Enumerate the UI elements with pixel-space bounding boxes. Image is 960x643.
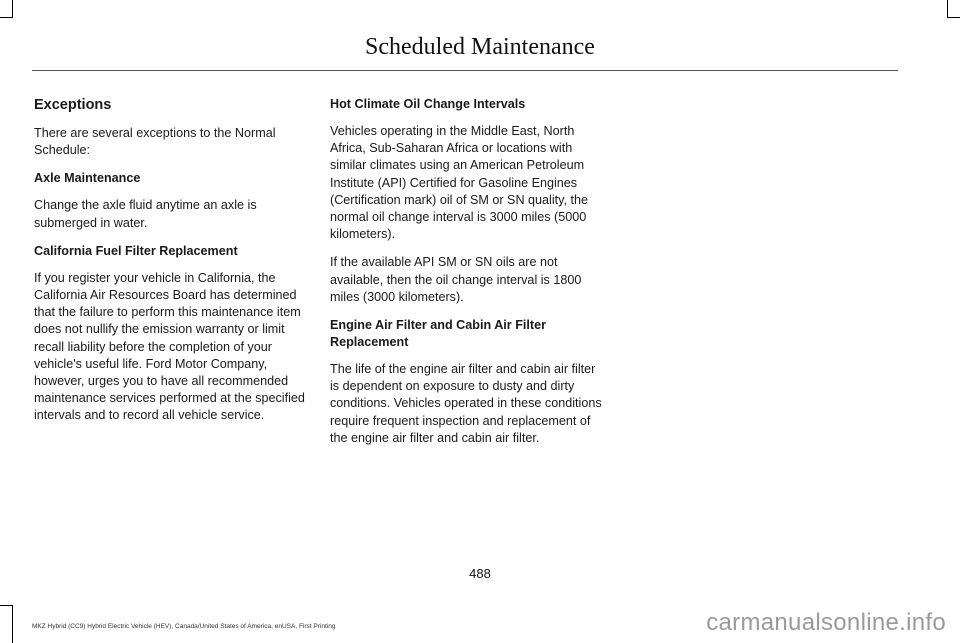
axle-maintenance-text: Change the axle fluid anytime an axle is submerged in water. [34,198,257,230]
hot-climate-text-2: If the available API SM or SN oils are not available, then the oil change interval is 1800 miles (3000 kilometers). [330,255,582,304]
exceptions-intro: There are several exceptions to the Normal Schedule: [34,126,276,158]
right-column [330,96,602,458]
crop-mark-top-right-vertical [947,0,948,18]
header-divider [32,70,898,71]
left-column [34,96,306,436]
exceptions-heading: Exceptions [34,97,112,113]
axle-maintenance-heading: Axle Maintenance [34,171,141,186]
air-filter-heading: Engine Air Filter and Cabin Air Filter Replacement [330,318,546,350]
crop-mark-top-left-vertical [12,0,13,18]
crop-mark-top-right-horizontal [947,17,960,18]
crop-mark-bottom-left-horizontal [0,605,13,606]
page-number: 488 [469,566,491,581]
fuel-filter-text: If you register your vehicle in California, the California Air Resources Board has determined that the failure to perform this maintenance item does not nullify the emission warranty or limit recall liability before the completion of your vehicle's useful life. Ford Motor Company, however, urges you to have all recommended maintenance services performed at the specified intervals and to record all vehicle service. [34,270,305,423]
hot-climate-heading: Hot Climate Oil Change Intervals [330,97,526,111]
crop-mark-top-left-horizontal [0,17,13,18]
crop-mark-bottom-left-vertical [12,605,13,643]
page-title: Scheduled Maintenance [365,34,595,60]
fuel-filter-heading: California Fuel Filter Replacement [34,243,238,258]
air-filter-text: The life of the engine air filter and cabin air filter is dependent on exposure to dusty and dirty conditions. Vehicles operated in these conditions require frequent inspection and replacement of the engine air filter and cabin air filter. [330,362,602,445]
hot-climate-text-1: Vehicles operating in the Middle East, North Africa, Sub-Saharan Africa or locations with similar climates using an American Petroleum Institute (API) Certified for Gasoline Engines (Certification mark) oil of SM or SN quality, the normal oil change interval is 3000 miles (5000 kilometers). [330,124,589,242]
footer-text: MKZ Hybrid (CC9) Hybrid Electric Vehicle (HEV), Canada/United States of America, enUSA, First Printing [32,623,336,630]
watermark: carmanualsonline.info [706,609,946,636]
